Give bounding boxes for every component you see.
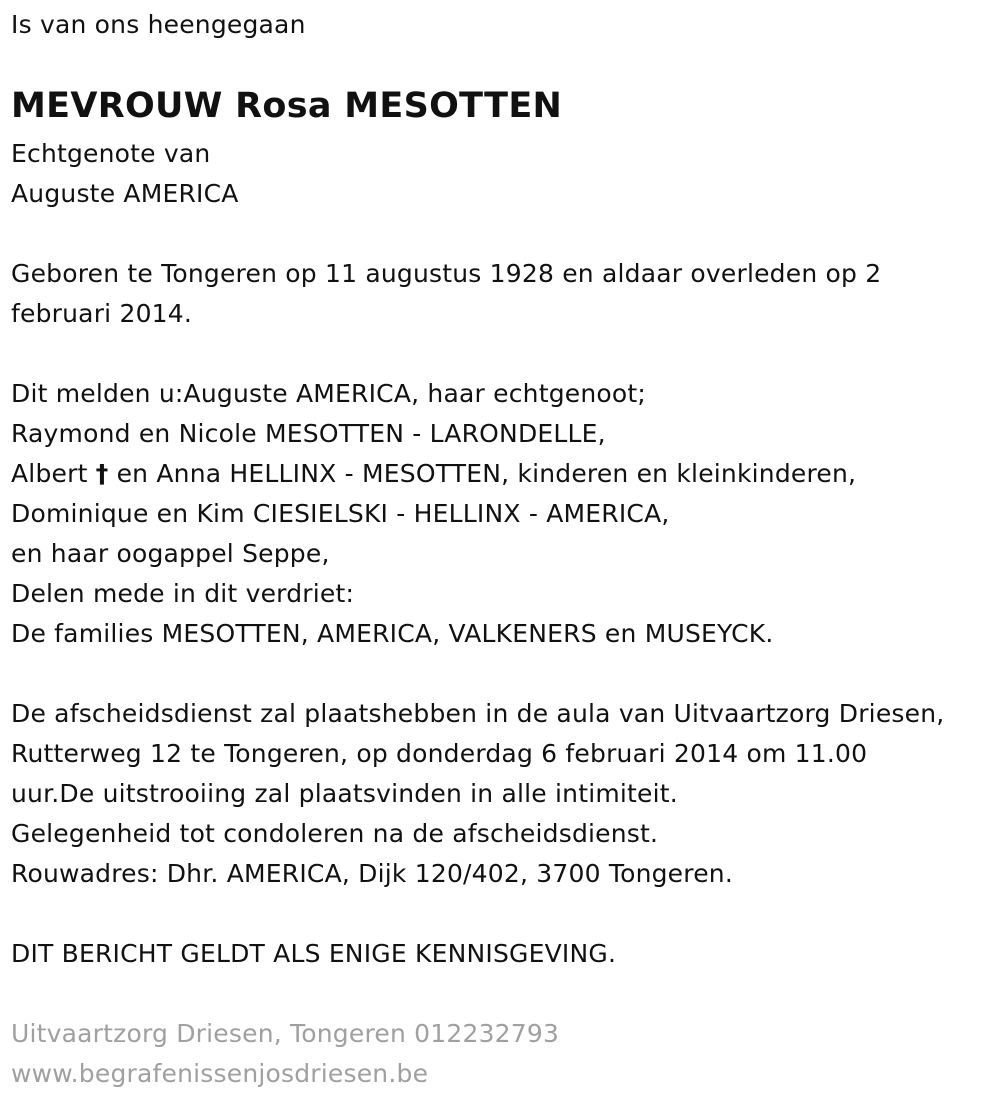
footer-website[interactable]: www.begrafenissenjosdriesen.be (11, 1059, 429, 1088)
family-line-2: Raymond en Nicole MESOTTEN - LARONDELLE, (11, 419, 606, 448)
intro-text: Is van ons heengegaan (11, 10, 306, 39)
family-line-6: Delen mede in dit verdriet: (11, 579, 355, 608)
family-line-7: De families MESOTTEN, AMERICA, VALKENERS en MUSEYCK. (11, 619, 774, 648)
family-line-1: Dit melden u:Auguste AMERICA, haar echtgenoot; (11, 379, 647, 408)
service-line-3: uur.De uitstrooiing zal plaatsvinden in alle intimiteit. (11, 779, 678, 808)
spouse-name: Auguste AMERICA (11, 179, 239, 208)
family-line-3 (11, 454, 856, 494)
deceased-name-title: MEVROUW Rosa MESOTTEN (11, 86, 563, 126)
cross-icon: † (95, 459, 109, 488)
service-line-4: Gelegenheid tot condoleren na de afscheidsdienst. (11, 819, 659, 848)
notice-text: DIT BERICHT GELDT ALS ENIGE KENNISGEVING. (11, 939, 617, 968)
birth-death-line-2: februari 2014. (11, 299, 193, 328)
family-line-3-start: Albert (11, 459, 96, 488)
family-line-5: en haar oogappel Seppe, (11, 539, 330, 568)
family-line-3-end: en Anna HELLINX - MESOTTEN, kinderen en kleinkinderen, (108, 459, 857, 488)
footer-company: Uitvaartzorg Driesen, Tongeren 012232793 (11, 1019, 560, 1048)
family-line-4: Dominique en Kim CIESIELSKI - HELLINX - AMERICA, (11, 499, 670, 528)
spouse-label: Echtgenote van (11, 139, 211, 168)
service-line-5: Rouwadres: Dhr. AMERICA, Dijk 120/402, 3700 Tongeren. (11, 859, 733, 888)
birth-death-line-1: Geboren te Tongeren op 11 augustus 1928 en aldaar overleden op 2 (11, 259, 882, 288)
service-line-1: De afscheidsdienst zal plaatshebben in de aula van Uitvaartzorg Driesen, (11, 699, 945, 728)
service-line-2: Rutterweg 12 te Tongeren, op donderdag 6 februari 2014 om 11.00 (11, 739, 868, 768)
